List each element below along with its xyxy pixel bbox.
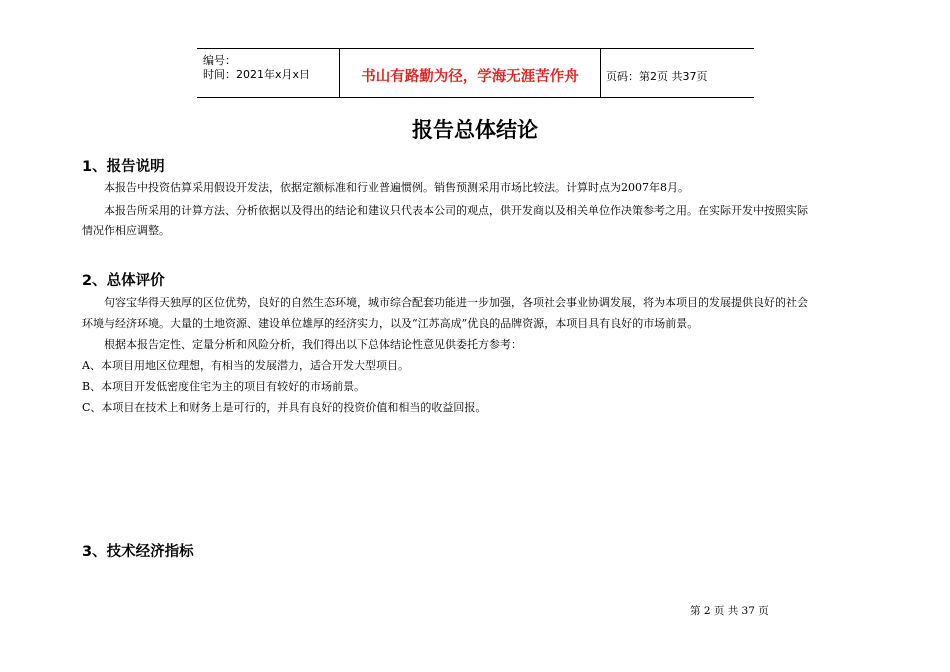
section-2-line-2: 环境与经济环境。大量的土地资源、建设单位雄厚的经济实力，以及“江苏高成”优良的品牌资源，本项目具有良好的市场前景。 [82,317,699,330]
page-footer: 第 2 页 共 37 页 [690,605,769,617]
section-2-heading: 2、总体评价 [82,273,165,289]
section-3-heading: 3、技术经济指标 [82,544,194,560]
document-title: 报告总体结论 [412,118,538,142]
section-1-line-3: 情况作相应调整。 [82,224,170,237]
section-1-line-2: 本报告所采用的计算方法、分析依据以及得出的结论和建议只代表本公司的观点，供开发商以及相关单位作决策参考之用。在实际开发中按照实际 [104,204,808,217]
header-left-cell [197,49,339,97]
page-header [197,48,754,98]
time-label: 时间：2021年x月x日 [203,68,311,81]
section-1-line-1: 本报告中投资估算采用假设开发法，依据定额标准和行业普遍惯例。销售预测采用市场比较法。计算时点为2007年8月。 [104,181,689,194]
section-2-item-c: C、本项目在技术上和财务上是可行的，并具有良好的投资价值和相当的收益回报。 [82,401,487,414]
section-2-line-3: 根据本报告定性、定量分析和风险分析，我们得出以下总体结论性意见供委托方参考： [104,338,522,351]
header-page-cell [599,49,754,97]
section-2-line-1: 句容宝华得天独厚的区位优势，良好的自然生态环境，城市综合配套功能进一步加强，各项社会事业协调发展，将为本项目的发展提供良好的社会 [104,296,808,309]
motto-text: 书山有路勤为径，学海无涯苦作舟 [361,69,579,85]
section-1-heading: 1、报告说明 [82,159,165,175]
header-motto-cell [339,49,601,97]
page-number-label: 页码：第2页 共37页 [606,70,708,83]
number-label: 编号： [203,54,236,67]
section-2-item-b: B、本项目开发低密度住宅为主的项目有较好的市场前景。 [82,380,366,393]
section-2-item-a: A、本项目用地区位理想，有相当的发展潜力，适合开发大型项目。 [82,359,409,372]
